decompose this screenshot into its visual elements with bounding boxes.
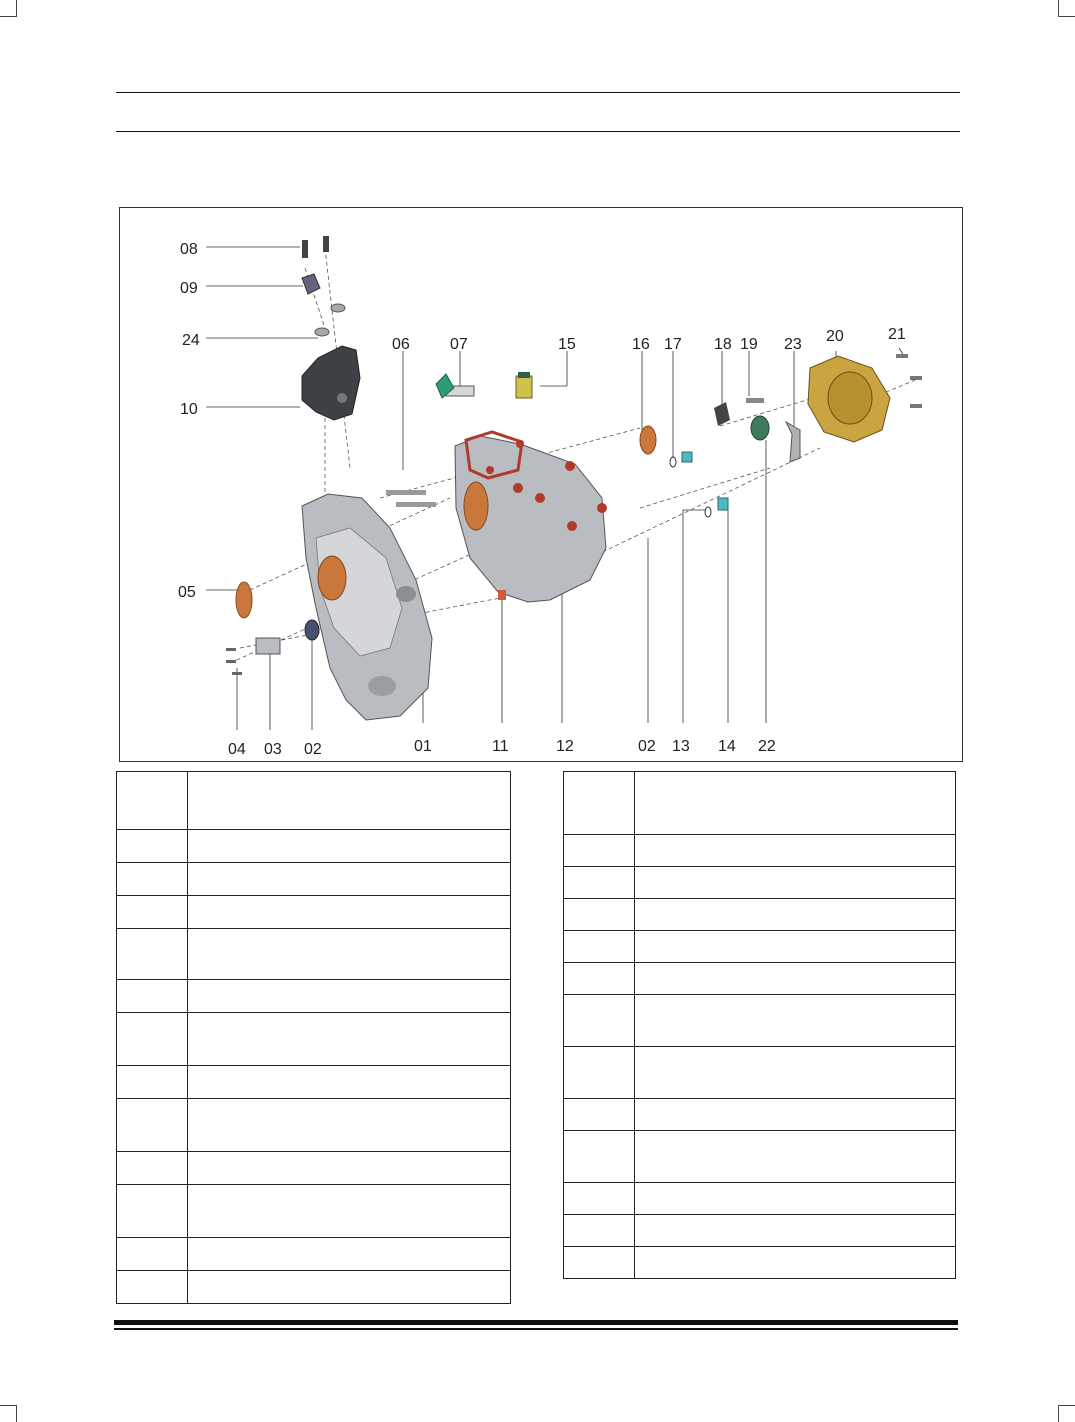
table-row xyxy=(117,896,511,929)
fitting xyxy=(682,452,692,462)
part-name-cell xyxy=(188,929,511,980)
table-row xyxy=(117,830,511,863)
table-row xyxy=(564,1047,956,1099)
bracket xyxy=(302,346,360,420)
crop-mark-top-left xyxy=(0,0,17,17)
exploded-view-drawing xyxy=(120,208,962,761)
footer-rule-thin xyxy=(114,1328,958,1330)
part-number-cell xyxy=(117,863,188,896)
part-name-cell xyxy=(635,1183,956,1215)
part-name-cell xyxy=(188,830,511,863)
callout-label: 23 xyxy=(784,336,802,353)
exploded-view-figure xyxy=(119,207,963,762)
callout-label: 15 xyxy=(558,336,576,353)
part-number-cell xyxy=(117,1185,188,1238)
part-name-cell xyxy=(188,896,511,929)
table-row xyxy=(117,1152,511,1185)
crop-mark-bottom-right xyxy=(1058,1405,1075,1422)
callout-label: 11 xyxy=(492,738,509,755)
table-row xyxy=(564,1183,956,1215)
part-number-cell xyxy=(564,1183,635,1215)
screws-04 xyxy=(226,648,242,675)
part-name-cell xyxy=(635,995,956,1047)
part-number-cell xyxy=(564,1047,635,1099)
o-ring-13 xyxy=(705,507,711,517)
part-number-cell xyxy=(564,1099,635,1131)
part-name-cell xyxy=(188,1185,511,1238)
header-rule-top xyxy=(116,92,960,93)
part-number-cell xyxy=(564,963,635,995)
part-number-cell xyxy=(117,1013,188,1066)
part-name-cell xyxy=(635,899,956,931)
pipe-23 xyxy=(786,422,800,462)
part-number-cell xyxy=(564,1247,635,1279)
table-row xyxy=(117,1238,511,1271)
part-name-cell xyxy=(188,863,511,896)
callout-label: 07 xyxy=(450,336,468,353)
header-rule-bottom xyxy=(116,131,960,132)
callout-label: 03 xyxy=(264,741,282,758)
plug-14 xyxy=(718,498,728,510)
part-name-cell xyxy=(635,1131,956,1183)
part-number-cell xyxy=(564,995,635,1047)
callout-label: 20 xyxy=(826,328,844,345)
callout-label: 08 xyxy=(180,241,198,258)
table-row xyxy=(117,1099,511,1152)
table-row xyxy=(117,1185,511,1238)
callout-label: 04 xyxy=(228,741,246,758)
table-row xyxy=(117,863,511,896)
o-ring xyxy=(670,457,676,467)
callout-label: 13 xyxy=(672,738,690,755)
part-number-cell xyxy=(117,1152,188,1185)
part-number-cell xyxy=(117,1099,188,1152)
bolt-19 xyxy=(746,398,764,403)
part-name-cell xyxy=(635,931,956,963)
part-number-cell xyxy=(564,1131,635,1183)
part-name-cell xyxy=(635,835,956,867)
callout-label: 22 xyxy=(758,738,776,755)
sensor xyxy=(436,374,474,398)
table-row xyxy=(564,835,956,867)
part-number-cell xyxy=(564,899,635,931)
bolts-06 xyxy=(386,490,436,507)
part-name-cell xyxy=(188,1238,511,1271)
bearing-02 xyxy=(305,620,319,640)
part-name-cell xyxy=(188,1152,511,1185)
table-row xyxy=(564,899,956,931)
table-row xyxy=(564,963,956,995)
parts-table-left xyxy=(116,771,511,1304)
crop-mark-bottom-left xyxy=(0,1405,17,1422)
part-number-cell xyxy=(564,931,635,963)
table-row xyxy=(564,1099,956,1131)
part-number-cell xyxy=(564,867,635,899)
switch xyxy=(516,372,532,398)
table-row xyxy=(117,1013,511,1066)
table-row xyxy=(564,1247,956,1279)
part-name-cell xyxy=(635,1099,956,1131)
part-number-cell xyxy=(117,896,188,929)
callout-label: 05 xyxy=(178,584,196,601)
cover-03 xyxy=(256,638,280,654)
dowel-11 xyxy=(498,590,506,600)
callout-label: 17 xyxy=(664,336,682,353)
table-row xyxy=(564,1131,956,1183)
part-number-cell xyxy=(564,835,635,867)
callout-label: 16 xyxy=(632,336,650,353)
table-row xyxy=(117,1066,511,1099)
part-name-cell xyxy=(635,1215,956,1247)
callout-label: 12 xyxy=(556,738,574,755)
oil-seal xyxy=(640,426,656,454)
callout-label: 09 xyxy=(180,280,198,297)
part-number-cell xyxy=(564,772,635,835)
part-name-cell xyxy=(635,963,956,995)
part-name-cell xyxy=(188,772,511,830)
part-name-cell xyxy=(188,1099,511,1152)
part-number-cell xyxy=(117,830,188,863)
callout-label: 21 xyxy=(888,326,906,343)
callout-label: 06 xyxy=(392,336,410,353)
table-row xyxy=(564,1215,956,1247)
table-row xyxy=(564,867,956,899)
callout-label: 01 xyxy=(414,738,432,755)
part-number-cell xyxy=(117,1271,188,1304)
callout-label: 14 xyxy=(718,738,736,755)
part-number-cell xyxy=(117,1238,188,1271)
part-number-cell xyxy=(117,1066,188,1099)
cover-bolts xyxy=(896,354,922,408)
crop-mark-top-right xyxy=(1058,0,1075,17)
part-number-cell xyxy=(117,929,188,980)
callout-label: 02 xyxy=(638,738,656,755)
bolts-and-washers xyxy=(302,236,345,336)
part-number-cell xyxy=(564,1215,635,1247)
callout-label: 24 xyxy=(182,332,200,349)
table-row xyxy=(564,995,956,1047)
footer-rule-thick xyxy=(114,1320,958,1325)
table-row xyxy=(117,1271,511,1304)
table-row xyxy=(117,772,511,830)
rear-case xyxy=(302,494,432,720)
callout-label: 10 xyxy=(180,401,198,418)
part-number-cell xyxy=(117,980,188,1013)
front-case xyxy=(455,432,607,602)
table-row xyxy=(564,931,956,963)
part-name-cell xyxy=(188,1013,511,1066)
part-name-cell xyxy=(635,1047,956,1099)
seal-22 xyxy=(751,416,769,440)
part-name-cell xyxy=(188,1066,511,1099)
oil-seal-05 xyxy=(236,582,252,618)
table-row xyxy=(117,929,511,980)
part-name-cell xyxy=(188,980,511,1013)
end-cover xyxy=(808,356,890,442)
table-row xyxy=(117,980,511,1013)
parts-table-right xyxy=(563,771,956,1279)
part-number-cell xyxy=(117,772,188,830)
callout-label: 18 xyxy=(714,336,732,353)
table-row xyxy=(564,772,956,835)
part-name-cell xyxy=(635,772,956,835)
part-name-cell xyxy=(188,1271,511,1304)
part-name-cell xyxy=(635,1247,956,1279)
callout-label: 02 xyxy=(304,741,322,758)
part-name-cell xyxy=(635,867,956,899)
lock-plate xyxy=(714,402,730,426)
callout-label: 19 xyxy=(740,336,758,353)
